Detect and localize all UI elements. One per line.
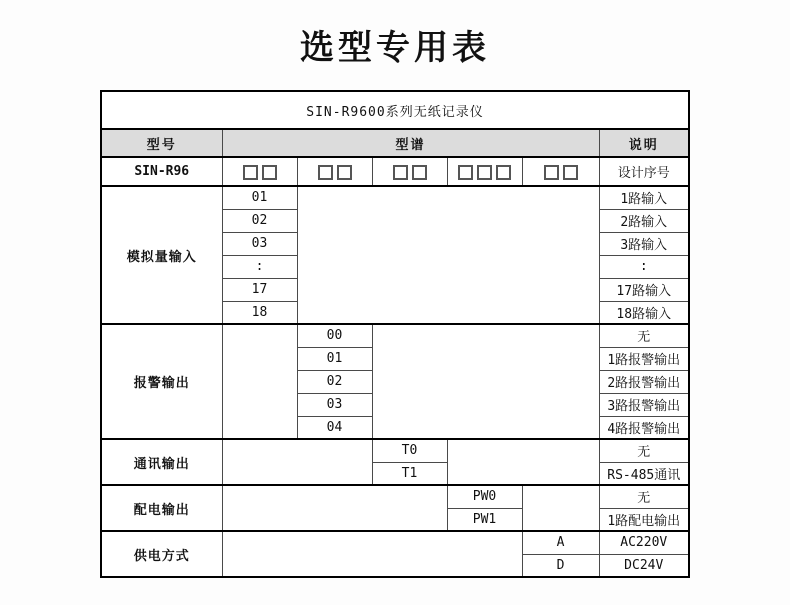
empty-cell bbox=[522, 485, 599, 531]
desc-cell: 1路输入 bbox=[599, 186, 689, 209]
desc-cell: 1路配电输出 bbox=[599, 508, 689, 531]
desc-cell: : bbox=[599, 255, 689, 278]
model-name-cell: SIN-R96 bbox=[101, 157, 222, 186]
desc-cell: 18路输入 bbox=[599, 301, 689, 324]
desc-cell: AC220V bbox=[599, 531, 689, 554]
desc-cell: 3路报警输出 bbox=[599, 393, 689, 416]
header-spectrum: 型谱 bbox=[222, 129, 599, 157]
placeholder-square-icon bbox=[262, 165, 277, 180]
code-cell: PW1 bbox=[447, 508, 522, 531]
empty-cell bbox=[447, 439, 599, 485]
code-cell: 18 bbox=[222, 301, 297, 324]
empty-cell bbox=[222, 485, 447, 531]
page-title: 选型专用表 bbox=[300, 28, 490, 68]
code-cell: PW0 bbox=[447, 485, 522, 508]
code-cell: 01 bbox=[297, 347, 372, 370]
empty-cell bbox=[222, 531, 522, 577]
desc-cell: 3路输入 bbox=[599, 232, 689, 255]
placeholder-square-icon bbox=[458, 165, 473, 180]
section-label-power-supply: 供电方式 bbox=[101, 531, 222, 577]
desc-cell: DC24V bbox=[599, 554, 689, 577]
code-cell: D bbox=[522, 554, 599, 577]
desc-cell: 无 bbox=[599, 485, 689, 508]
placeholder-square-icon bbox=[318, 165, 333, 180]
placeholder-cell bbox=[522, 157, 599, 186]
code-cell: A bbox=[522, 531, 599, 554]
desc-cell: 无 bbox=[599, 439, 689, 462]
model-description-cell: 设计序号 bbox=[599, 157, 689, 186]
code-cell: 02 bbox=[297, 370, 372, 393]
code-cell: T1 bbox=[372, 462, 447, 485]
selection-table bbox=[100, 90, 690, 578]
desc-cell: 2路报警输出 bbox=[599, 370, 689, 393]
section-label-alarm-output: 报警输出 bbox=[101, 324, 222, 439]
section-label-power-dist-output: 配电输出 bbox=[101, 485, 222, 531]
code-cell: T0 bbox=[372, 439, 447, 462]
placeholder-cell bbox=[297, 157, 372, 186]
placeholder-square-icon bbox=[393, 165, 408, 180]
placeholder-square-icon bbox=[477, 165, 492, 180]
code-cell: 04 bbox=[297, 416, 372, 439]
placeholder-cell bbox=[447, 157, 522, 186]
placeholder-cell bbox=[222, 157, 297, 186]
desc-cell: 17路输入 bbox=[599, 278, 689, 301]
empty-cell bbox=[222, 439, 372, 485]
placeholder-square-icon bbox=[563, 165, 578, 180]
placeholder-square-icon bbox=[337, 165, 352, 180]
section-label-analog-input: 模拟量输入 bbox=[101, 186, 222, 324]
desc-cell: 2路输入 bbox=[599, 209, 689, 232]
desc-cell: RS-485通讯 bbox=[599, 462, 689, 485]
placeholder-square-icon bbox=[412, 165, 427, 180]
code-cell: 02 bbox=[222, 209, 297, 232]
code-cell: 00 bbox=[297, 324, 372, 347]
code-cell: 01 bbox=[222, 186, 297, 209]
code-cell: 03 bbox=[297, 393, 372, 416]
placeholder-cell bbox=[372, 157, 447, 186]
placeholder-square-icon bbox=[243, 165, 258, 180]
placeholder-square-icon bbox=[544, 165, 559, 180]
section-label-comm-output: 通讯输出 bbox=[101, 439, 222, 485]
code-cell: 03 bbox=[222, 232, 297, 255]
empty-cell bbox=[297, 186, 599, 324]
empty-cell bbox=[222, 324, 297, 439]
placeholder-square-icon bbox=[496, 165, 511, 180]
code-cell: : bbox=[222, 255, 297, 278]
desc-cell: 无 bbox=[599, 324, 689, 347]
header-model: 型号 bbox=[101, 129, 222, 157]
code-cell: 17 bbox=[222, 278, 297, 301]
table-title: SIN-R9600系列无纸记录仪 bbox=[101, 91, 689, 129]
empty-cell bbox=[372, 324, 599, 439]
header-description: 说明 bbox=[599, 129, 689, 157]
desc-cell: 1路报警输出 bbox=[599, 347, 689, 370]
desc-cell: 4路报警输出 bbox=[599, 416, 689, 439]
